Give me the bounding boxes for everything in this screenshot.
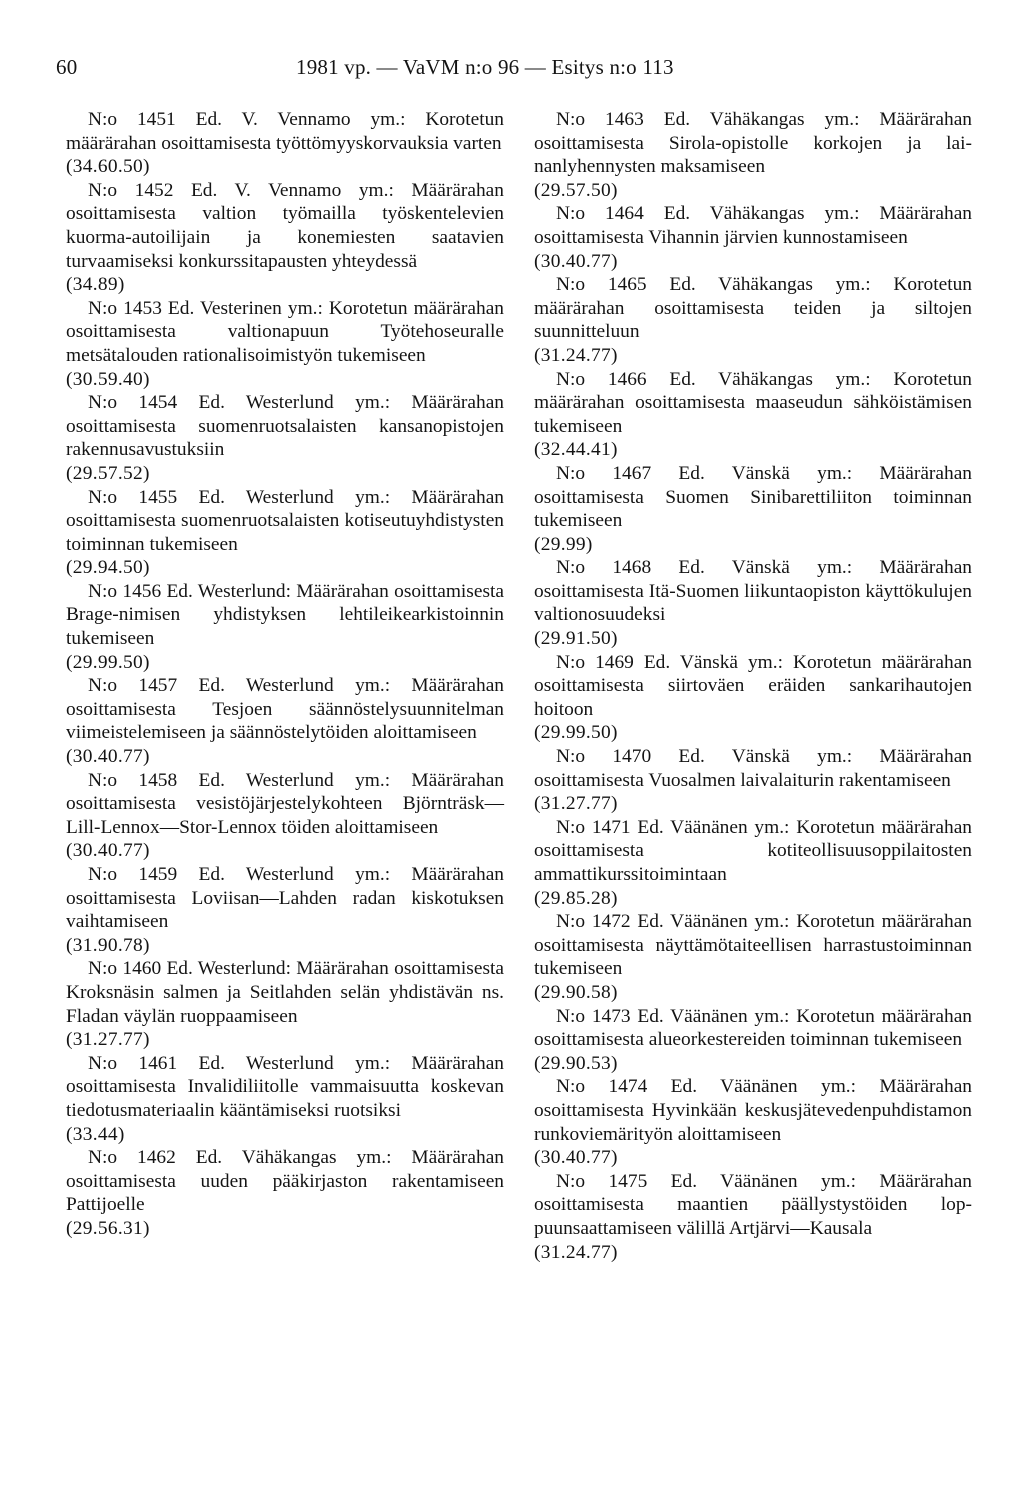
motion-text: N:o 1466 Ed. Vähäkangas ym.: Korotetun määrärahan osoittamisesta maaseudun sähköistämisen tukemiseen [534,368,972,437]
motion-text: N:o 1459 Ed. Westerlund ym.: Määrärahan osoittamisesta Loviisan—Lahden radan kiskotuksen vaihtamiseen [66,864,504,933]
motion-entry [534,556,972,650]
motion-entry [66,108,504,179]
motion-entry [534,745,972,816]
budget-item-code: (31.90.78) [66,934,150,956]
motion-text: N:o 1471 Ed. Väänänen ym.: Korotetun määrärahan osoittamisesta kotiteollisuusoppilaitosten ammattikurssitoimintaan [534,816,972,885]
motion-text: N:o 1474 Ed. Väänänen ym.: Määrärahan osoittamisesta Hyvinkään keskusjätevedenpuhdistamon runkoviemärityön aloittamiseen [534,1076,972,1145]
motion-text: N:o 1455 Ed. Westerlund ym.: Määrärahan osoittamisesta suomenruotsalaisten kotiseutuyhdistysten toiminnan tukemiseen [66,486,504,555]
motion-text: N:o 1467 Ed. Vänskä ym.: Määrärahan osoittamisesta Suomen Sinibarettiliiton toiminnan tukemiseen [534,462,972,532]
motion-entry [534,1170,972,1264]
page-header [56,52,966,82]
motion-text: N:o 1473 Ed. Väänänen ym.: Korotetun määrärahan osoittamisesta alueorkestereiden toiminnan tukemiseen [534,1005,972,1051]
budget-item-code: (29.99.50) [534,722,618,744]
motion-text: N:o 1468 Ed. Vänskä ym.: Määrärahan osoittamisesta Itä-Suomen liikuntaopiston käyttökulujen valtionosuudeksi [534,557,972,626]
motion-entry [534,1005,972,1076]
motion-text: N:o 1456 Ed. Westerlund: Määrärahan osoittamisesta Brage-nimisen yhdistyksen lehtileikearkistoinnin tukemiseen [66,580,504,650]
motion-text: N:o 1458 Ed. Westerlund ym.: Määrärahan osoittamisesta vesistöjärjestelykohteen Björnträsk—Lill-Lennox—Stor-Lennox töiden aloittamiseen [66,769,504,838]
budget-item-code: (33.44) [66,1123,125,1145]
motion-entry [534,651,972,745]
budget-item-code: (29.57.52) [66,462,150,484]
motion-text: N:o 1457 Ed. Westerlund ym.: Määrärahan osoittamisesta Tesjoen säännöstelysuunnitelman viimeistelemiseen ja säännöstelytöiden aloittamiseen [66,675,504,744]
page-number: 60 [56,55,78,79]
motion-text: N:o 1460 Ed. Westerlund: Määrärahan osoittamisesta Kroksnäsin salmen ja Seitlahden selän yhdistävän ns. Fladan väylän ruoppaamiseen [66,958,504,1027]
budget-item-code: (31.27.77) [66,1029,150,1051]
motion-entry [66,179,504,297]
budget-item-code: (30.40.77) [534,250,618,272]
budget-item-code: (31.24.77) [534,344,618,366]
motion-entry [534,462,972,556]
motion-entry [66,1052,504,1146]
motion-text: N:o 1463 Ed. Vähäkangas ym.: Määrärahan osoittamisesta Sirola-opistolle korkojen ja lainanlyhennysten maksamiseen [534,109,972,178]
motion-entry [66,580,504,674]
motion-text: N:o 1475 Ed. Väänänen ym.: Määrärahan osoittamisesta maantien päällystystöiden loppuunsaattamiseen välillä Artjärvi—Kausala [534,1170,972,1239]
budget-item-code: (30.40.77) [534,1147,618,1169]
motion-text: N:o 1454 Ed. Westerlund ym.: Määrärahan osoittamisesta suomenruotsalaisten kansanopistojen rakennusavustuksiin [66,392,504,461]
motion-entry [66,297,504,391]
motion-text: N:o 1451 Ed. V. Vennamo ym.: Korotetun määrärahan osoittamisesta työttömyyskorvauksia varten [66,109,504,154]
budget-item-code: (34.89) [66,274,125,296]
motion-entry [66,1146,504,1240]
motion-entry [66,391,504,485]
budget-item-code: (31.27.77) [534,793,618,815]
left-column [66,108,504,1241]
motion-entry [66,863,504,957]
motion-text: N:o 1472 Ed. Väänänen ym.: Korotetun määrärahan osoittamisesta näyttämötaiteellisen harrastustoiminnan tukemiseen [534,911,972,980]
budget-item-code: (29.57.50) [534,179,618,201]
motion-text: N:o 1453 Ed. Vesterinen ym.: Korotetun määrärahan osoittamisesta valtionapuun Työtehoseuralle metsätalouden rationalisoimistyön tukemiseen [66,297,504,366]
budget-item-code: (29.56.31) [66,1217,150,1239]
budget-item-code: (29.94.50) [66,557,150,579]
budget-item-code: (30.40.77) [66,746,150,768]
motion-entry [66,486,504,580]
motion-text: N:o 1462 Ed. Vähäkangas ym.: Määrärahan osoittamisesta uuden pääkirjaston rakentamiseen Pattijoelle [66,1147,504,1216]
motion-entry [534,1075,972,1169]
budget-item-code: (29.90.58) [534,981,618,1003]
budget-item-code: (29.85.28) [534,887,618,909]
motion-entry [534,108,972,202]
budget-item-code: (29.99) [534,533,593,555]
motion-text: N:o 1469 Ed. Vänskä ym.: Korotetun määrärahan osoittamisesta siirtoväen eräiden sankarihautojen hoitoon [534,651,972,720]
motion-entry [534,273,972,367]
motion-text: N:o 1465 Ed. Vähäkangas ym.: Korotetun määrärahan osoittamisesta teiden ja siltojen suunnitteluun [534,274,972,343]
motion-text: N:o 1470 Ed. Vänskä ym.: Määrärahan osoittamisesta Vuosalmen laivalaiturin rakentamiseen [534,746,972,791]
motion-entry [66,674,504,768]
motion-text: N:o 1461 Ed. Westerlund ym.: Määrärahan osoittamisesta Invalidiliitolle vammaisuutta koskevan tiedotusmateriaalin kääntämiseksi ruotsiksi [66,1052,504,1121]
budget-item-code: (31.24.77) [534,1241,618,1263]
motion-entry [66,769,504,863]
budget-item-code: (29.90.53) [534,1052,618,1074]
motion-entry [534,816,972,910]
running-head: 1981 vp. — VaVM n:o 96 — Esitys n:o 113 [296,55,674,79]
budget-item-code: (29.99.50) [66,651,150,673]
motion-entry [534,202,972,273]
budget-item-code: (34.60.50) [66,156,150,178]
motion-entry [66,957,504,1051]
budget-item-code: (30.59.40) [66,368,150,390]
motion-text: N:o 1464 Ed. Vähäkangas ym.: Määrärahan osoittamisesta Vihannin järvien kunnostamiseen [534,203,972,248]
budget-item-code: (30.40.77) [66,840,150,862]
budget-item-code: (29.91.50) [534,628,618,650]
motion-entry [534,368,972,462]
motion-entry [534,910,972,1004]
right-column [534,108,972,1264]
motion-text: N:o 1452 Ed. V. Vennamo ym.: Määrärahan osoittamisesta valtion työmailla työskentelevien kuorma-autoilijain ja konemiesten saatavien turvaamiseksi konkurssitapausten yhteydessä [66,179,504,272]
budget-item-code: (32.44.41) [534,439,618,461]
